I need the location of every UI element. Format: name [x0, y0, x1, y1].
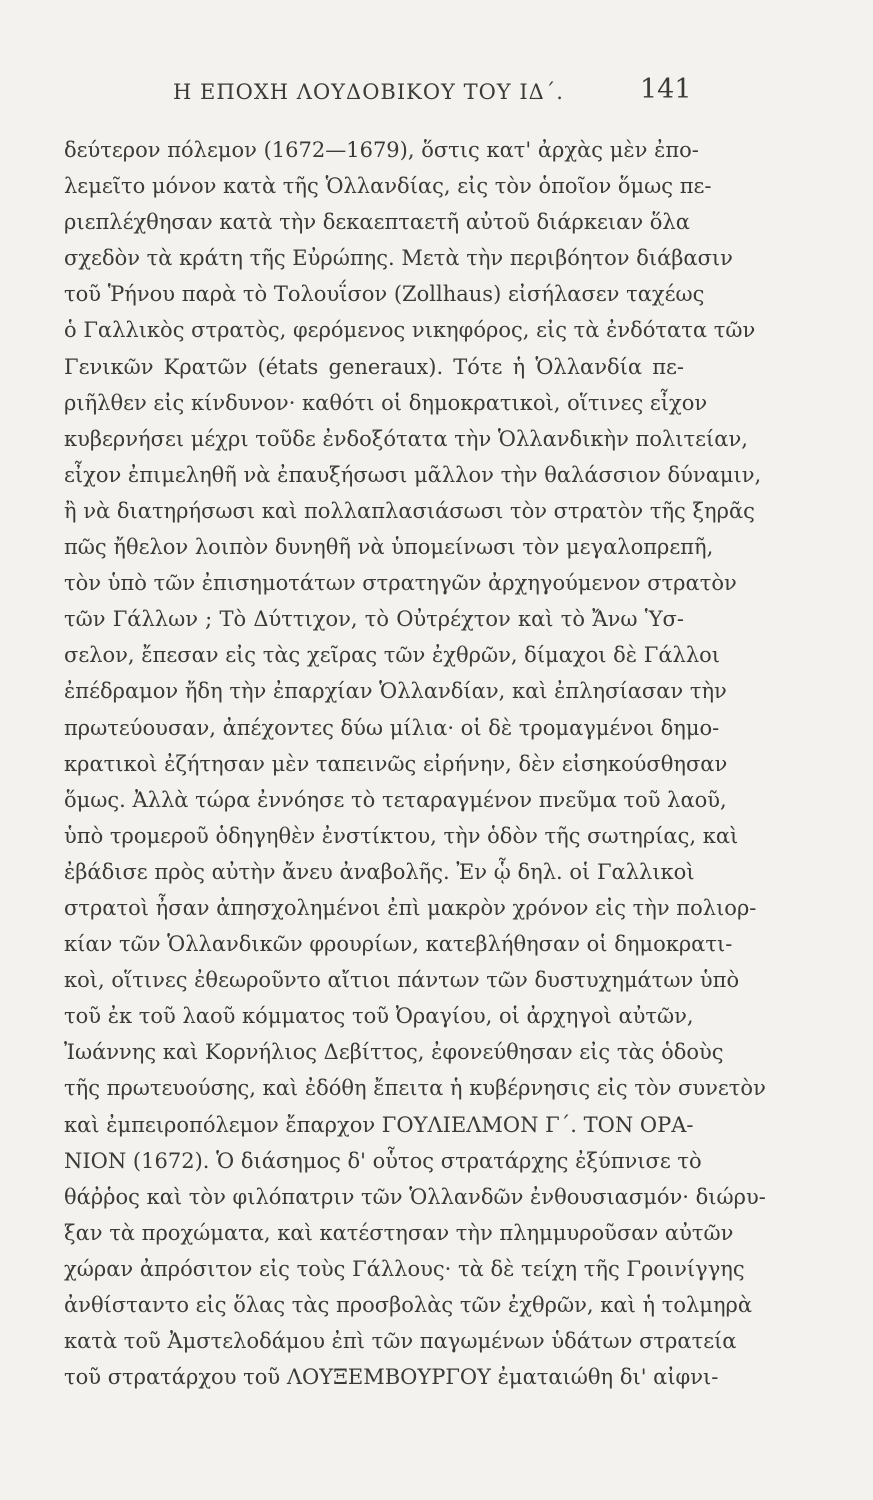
text-line: σχεδὸν τὰ κράτη τῆς Εὐρώπης. Μετὰ τὴν περιβόητον διάβασιν: [64, 246, 733, 271]
text-line: ἐπέδραμον ἤδη τὴν ἐπαρχίαν Ὁλλανδίαν, καὶ ἐπλησίασαν τὴν: [64, 679, 727, 704]
text-line: κοὶ, οἵτινες ἐθεωροῦντο αἴτιοι πάντων τῶν δυστυχημάτων ὑπὸ: [64, 968, 740, 993]
body-text: [64, 132, 766, 1395]
text-line: στρατοὶ ἦσαν ἀπησχολημένοι ἐπὶ μακρὸν χρόνον εἰς τὴν πολιορ-: [64, 895, 757, 920]
text-line: ὅμως. Ἀλλὰ τώρα ἐννόησε τὸ τεταραγμένον πνεῦμα τοῦ λαοῦ,: [64, 787, 727, 812]
text-line: ριῆλθεν εἰς κίνδυνον· καθότι οἱ δημοκρατικοὶ, οἵτινες εἶχον: [64, 390, 708, 415]
text-line: τὸν ὑπὸ τῶν ἐπισημοτάτων στρατηγῶν ἀρχηγούμενον στρατὸν: [64, 571, 737, 596]
text-line: πρωτεύουσαν, ἀπέχοντες δύω μίλια· οἱ δὲ τρομαγμένοι δημο-: [64, 715, 720, 740]
running-header: Η ΕΠΟΧΗ ΛΟΥΔΟΒΙΚΟΥ ΤΟΥ ΙΔ΄.: [173, 80, 564, 104]
text-line: λεμεῖτο μόνον κατὰ τῆς Ὁλλανδίας, εἰς τὸν ὁποῖον ὅμως πε-: [64, 174, 712, 199]
text-line: τοῦ στρατάρχου τοῦ ΛΟΥΞΕΜΒΟΥΡΓΟΥ ἐματαιώθη δι' αἰφνι-: [64, 1365, 719, 1390]
page-number: 141: [640, 74, 692, 105]
text-line: ἢ νὰ διατηρήσωσι καὶ πολλαπλασιάσωσι τὸν στρατὸν τῆς ξηρᾶς: [64, 498, 755, 523]
text-line: πῶς ἤθελον λοιπὸν δυνηθῆ νὰ ὑπομείνωσι τὸν μεγαλοπρεπῆ,: [64, 535, 714, 560]
text-line: καὶ ἐμπειροπόλεμον ἔπαρχον ΓΟΥΛΙΕΛΜΟΝ Γ΄. ΤΟΝ ΟΡΑ-: [64, 1112, 694, 1137]
text-line: τοῦ ἐκ τοῦ λαοῦ κόμματος τοῦ Ὀραγίου, οἱ ἀρχηγοὶ αὐτῶν,: [64, 1004, 694, 1029]
text-line: θάῤῥος καὶ τὸν φιλόπατριν τῶν Ὁλλανδῶν ἐνθουσιασμόν· διώρυ-: [64, 1184, 766, 1209]
text-line: ὑπὸ τρομεροῦ ὁδηγηθὲν ἐνστίκτου, τὴν ὁδὸν τῆς σωτηρίας, καὶ: [64, 823, 739, 848]
text-line: κίαν τῶν Ὁλλανδικῶν φρουρίων, κατεβλήθησαν οἱ δημοκρατι-: [64, 932, 733, 957]
text-line: κυβερνήσει μέχρι τοῦδε ἐνδοξότατα τὴν Ὁλλανδικὴν πολιτείαν,: [64, 426, 748, 451]
text-line: ριεπλέχθησαν κατὰ τὴν δεκαεπταετῆ αὐτοῦ διάρκειαν ὅλα: [64, 210, 690, 235]
text-line: τῆς πρωτευούσης, καὶ ἐδόθη ἔπειτα ἡ κυβέρνησις εἰς τὸν συνετὸν: [64, 1076, 766, 1101]
text-line: εἶχον ἐπιμεληθῆ νὰ ἐπαυξήσωσι μᾶλλον τὴν θαλάσσιον δύναμιν,: [64, 462, 762, 487]
text-line: δεύτερον πόλεμον (1672—1679), ὅστις κατ' ἀρχὰς μὲν ἐπο-: [64, 138, 699, 162]
text-line: ΝΙΟΝ (1672). Ὁ διάσημος δ' οὗτος στρατάρχης ἐξύπνισε τὸ: [64, 1148, 702, 1173]
text-line: σελον, ἔπεσαν εἰς τὰς χεῖρας τῶν ἐχθρῶν, δίμαχοι δὲ Γάλλοι: [64, 643, 721, 668]
text-line: κρατικοὶ ἐζήτησαν μὲν ταπεινῶς εἰρήνην, δὲν εἰσηκούσθησαν: [64, 751, 728, 776]
text-line: ἐβάδισε πρὸς αὐτὴν ἄνευ ἀναβολῆς. Ἐν ᾧ δηλ. οἱ Γαλλικοὶ: [64, 859, 695, 884]
text-line: κατὰ τοῦ Ἀμστελοδάμου ἐπὶ τῶν παγωμένων ὑδάτων στρατεία: [64, 1329, 737, 1354]
text-line: χώραν ἀπρόσιτον εἰς τοὺς Γάλλους· τὰ δὲ τείχη τῆς Γροινίγγης: [64, 1256, 745, 1281]
text-line: Γενικῶν Κρατῶν (états generaux). Τότε ἡ Ὁλλανδία πε-: [64, 354, 684, 379]
text-line: ὁ Γαλλικὸς στρατὸς, φερόμενος νικηφόρος, εἰς τὰ ἐνδότατα τῶν: [64, 318, 756, 343]
text-line: τοῦ Ῥήνου παρὰ τὸ Τολουΐσον (Zollhaus) εἰσήλασεν ταχέως: [64, 282, 705, 307]
text-line: Ἰωάννης καὶ Κορνήλιος Δεβίττος, ἐφονεύθησαν εἰς τὰς ὁδοὺς: [64, 1040, 724, 1065]
text-line: ξαν τὰ προχώματα, καὶ κατέστησαν τὴν πλημμυροῦσαν αὐτῶν: [64, 1220, 734, 1245]
text-line: ἀνθίσταντο εἰς ὅλας τὰς προσβολὰς τῶν ἐχθρῶν, καὶ ἡ τολμηρὰ: [64, 1293, 753, 1317]
text-line: τῶν Γάλλων ; Τὸ Δύττιχον, τὸ Οὐτρέχτον καὶ τὸ Ἄνω Ὑσ-: [64, 607, 684, 632]
